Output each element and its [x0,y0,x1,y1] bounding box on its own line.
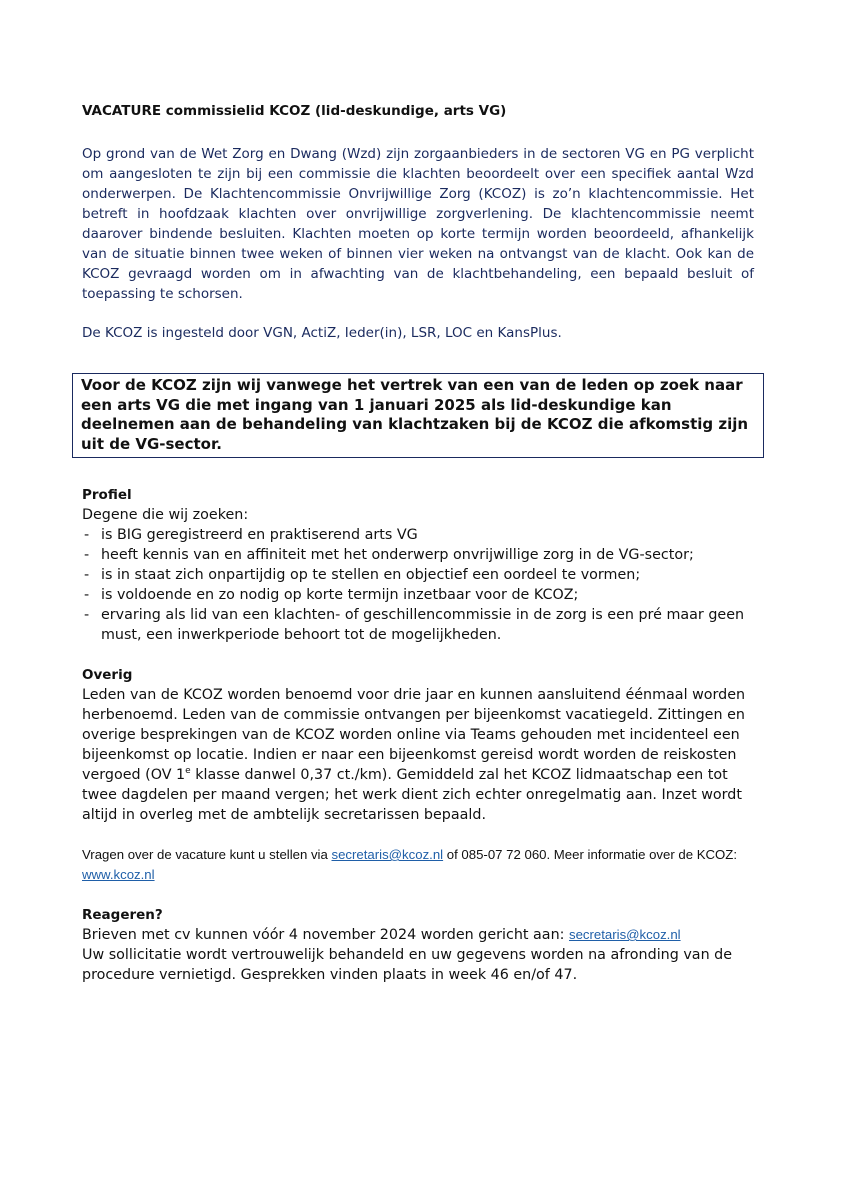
document-page [82,102,754,985]
profiel-section [82,485,754,645]
profiel-heading: Profiel [82,487,132,503]
contact-paragraph [82,845,754,885]
reageren-line [82,925,754,945]
overig-text-part: Leden van de KCOZ worden benoemd voor drie jaar en kunnen aansluitend éénmaal worden herbenoemd. Leden van de commissie ontvangen per bijeenkomst vacatiegeld. Zittingen en overige besprekingen van de KCOZ worden online via Teams gehouden met incidenteel een bijeenkomst op locatie. Indien er naar een bijeenkomst gereisd wordt worden de reiskosten vergoed (OV 1 [82,687,746,783]
highlight-box: Voor de KCOZ zijn wij vanwege het vertrek van een van de leden op zoek naar een arts VG die met ingang van 1 januari 2025 als lid-deskundige kan deelnemen aan de behandeling van klachtzaken bij de KCOZ die afkomstig zijn uit de VG-sector. [72,373,764,458]
overig-text-part: klasse danwel 0,37 ct./km). Gemiddeld zal het KCOZ lidmaatschap een tot twee dagdelen per maand vergen; het werk dient zich echter onregelmatig aan. Inzet wordt altijd in overleg met de ambtelijk secretarissen bepaald. [82,767,742,823]
website-link[interactable]: www.kcoz.nl [82,867,155,882]
list-item: - heeft kennis van en affiniteit met het onderwerp onvrijwillige zorg in de VG-sector; [82,545,754,565]
overig-heading: Overig [82,667,133,683]
overig-section [82,665,754,825]
reageren-text: Brieven met cv kunnen vóór 4 november 2024 worden gericht aan: [82,927,569,943]
profiel-lead: Degene die wij zoeken: [82,507,249,523]
contact-text: Vragen over de vacature kunt u stellen via [82,847,332,862]
email-link[interactable]: secretaris@kcoz.nl [569,927,681,942]
ordinal-superscript: e [185,766,191,777]
reageren-section [82,905,754,985]
list-item: - is in staat zich onpartijdig op te stellen en objectief een oordeel te vormen; [82,565,754,585]
reageren-heading: Reageren? [82,907,163,923]
email-link[interactable]: secretaris@kcoz.nl [331,847,444,862]
reageren-text: Uw sollicitatie wordt vertrouwelijk behandeld en uw gegevens worden na afronding van de procedure vernietigd. Gesprekken vinden plaats in week 46 en/of 47. [82,947,733,983]
page-title: VACATURE commissielid KCOZ (lid-deskundige, arts VG) [82,103,507,119]
overig-text [82,685,754,825]
intro-paragraph: Op grond van de Wet Zorg en Dwang (Wzd) zijn zorgaanbieders in de sectoren VG en PG verplicht om aangesloten te zijn bij een commissie die klachten beoordeelt over een specifiek aantal Wzd onderwerpen. De Klachtencommissie Onvrijwillige Zorg (KCOZ) is zo’n klachtencommissie. Het betreft in hoofdzaak klachten over onvrijwillige zorgverlening. De klachtencommissie neemt daarover bindende besluiten. Klachten moeten op korte termijn worden beoordeeld, afhankelijk van de situatie binnen twee weken of binnen vier weken na ontvangst van de klacht. Ook kan de KCOZ gevraagd worden om in afwachting van de klachtbehandeling, een bepaald besluit of toepassing te schorsen. [82,146,754,302]
established-paragraph: De KCOZ is ingesteld door VGN, ActiZ, Ieder(in), LSR, LOC en KansPlus. [82,325,562,341]
list-item: - ervaring als lid van een klachten- of geschillencommissie in de zorg is een pré maar geen must, een inwerkperiode behoort tot de mogelijkheden. [82,605,754,645]
profiel-list [82,525,754,645]
contact-text: of 085-07 72 060. Meer informatie over de KCOZ: [443,847,738,862]
list-item: - is BIG geregistreerd en praktiserend arts VG [82,525,754,545]
list-item: - is voldoende en zo nodig op korte termijn inzetbaar voor de KCOZ; [82,585,754,605]
